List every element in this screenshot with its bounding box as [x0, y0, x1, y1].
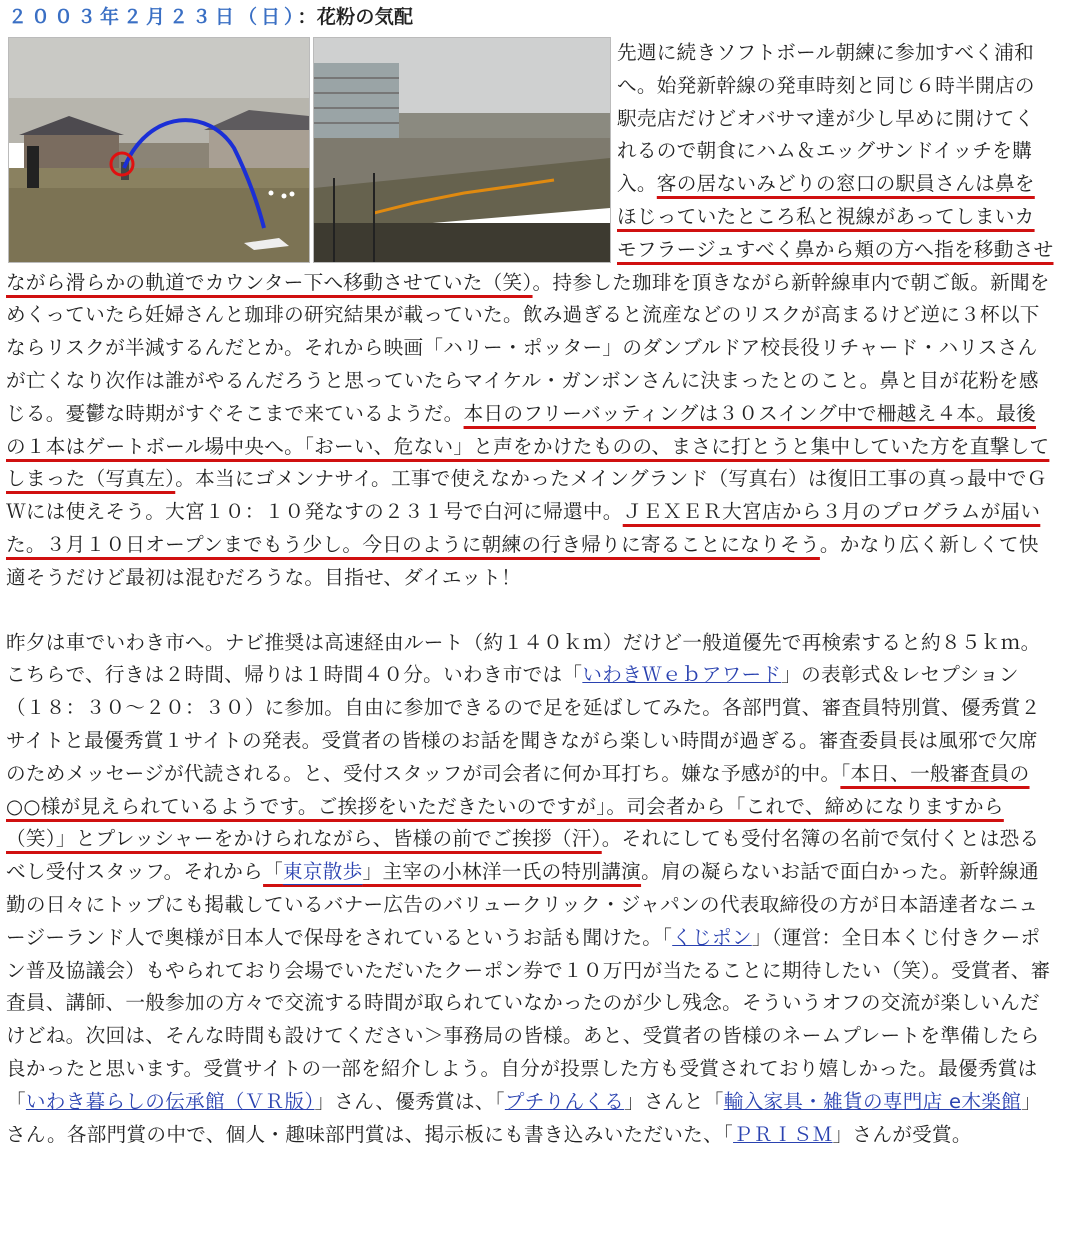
text-segment: 」（運営：全日本くじ付きクーポン普及協議会）もやられており会場でいただいたクーポン券で１０万円が当たることに期待したい（笑）。受賞者、審査員、講師、一般参加の方々で交流する時間が取られていなかったのが少し残念。そういうオフの交流が楽しいんだけどね。次回は、そんな時間も設けてください＞事務局の皆様。あと、受賞者の皆様のネームプレートを準備したら良かったと思います。受賞サイトの一部を紹介しよう。自分が投票した方も受賞されており嬉しかった。最優秀賞は「 — [6, 925, 1051, 1113]
text-segment: 。肩の凝らないお話で面白かった。新幹線通勤の日々にトップにも掲載しているバナー広告のバリュークリック・ジャパンの代表取締役の方が日本語達者なニュージーランド人で奥様が日本人で保母をされているというお話も聞けた。「 — [6, 860, 1039, 949]
text-segment: 」さんと「 — [624, 1089, 724, 1113]
link-prism[interactable]: ＰＲＩＳＭ — [733, 1122, 833, 1146]
highlighted-text: ＪＥＸＥＲ大宮店から３月のプログラムが届いた。３月１０日オープンまでもう少し。今日のように朝練の行き帰りに寄ることになりそう — [6, 500, 1041, 556]
link-puchi-rinkuru[interactable]: プチりんくる — [504, 1089, 625, 1113]
text-segment: 。持参した珈琲を頂きながら新幹線車内で朝ご飯。新聞をめくっていたら妊婦さんと珈琲の研究結果が載っていた。飲み過ぎると流産などのリスクが高まるけど逆に３杯以下ならリスクが半減するんだとか。それから映画「ハリー・ポッター」のダンブルドア校長役リチャード・ハリスさんが亡くなり次作は誰がやるんだろうと思っていたらマイケル・ガンボンさんに決まったとのこと。鼻と目が花粉を感じる。憂鬱な時期がすぐそこまで来ているようだ。 — [6, 270, 1050, 425]
quote-close-text: 」主宰の小林洋一氏の特別講演 — [362, 860, 642, 884]
link-iwaki-web-award[interactable]: いわきＷｅｂアワード — [582, 663, 782, 687]
text-segment: 昨夕は車でいわき市へ。ナビ推奨は高速経由ルート（約１４０ｋｍ）だけど一般道優先で再検索すると約８５ｋｍ。こちらで、行きは２時間、帰りは１時間４０分。いわき市では「 — [6, 630, 1041, 687]
text-segment: 先週に続きソフトボール朝練に参加すべく浦和へ。始発新幹線の発車時刻と同じ６時半開店の駅売店だけどオバサマ達が少し早めに開けてくれるので朝食にハム＆エッグサンドイッチを購入。 — [617, 41, 1035, 196]
title-separator: ： — [297, 6, 317, 28]
link-kujipon[interactable]: くじポン — [672, 925, 752, 949]
entry-title — [8, 3, 413, 31]
highlighted-text-lecture — [263, 860, 641, 883]
text-segment: 。本当にゴメンナサイ。工事で使えなかったメイングランド（写真右）は復旧工事の真っ最中でＧＷには使えそう。大宮１０：１０発なすの２３１号で白河に帰還中。 — [6, 467, 1047, 524]
entry-date: ２００３年２月２３日（日） — [8, 6, 298, 28]
text-segment: 」さん。各部門賞の中で、個人・趣味部門賞は、掲示板にも書き込みいただいた、「 — [6, 1089, 1041, 1146]
highlighted-text: 本日のフリーバッティングは３０スイング中で柵越え４本。最後の１本はゲートボール場中央へ。「おーい、危ない」と声をかけたものの、まさに打とうと集中していた方を直撃してしまった（写真左） — [6, 401, 1050, 491]
text-segment: 。それにしても受付名簿の名前で気付くとは恐るべし受付スタッフ。それから — [6, 827, 1040, 884]
diary-article — [6, 37, 1054, 1151]
link-iwaki-denshoukan[interactable]: いわき暮らしの伝承館（ＶＲ版） — [25, 1089, 315, 1113]
text-segment: 」さん、優秀賞は、「 — [314, 1089, 505, 1113]
highlighted-text: 客の居ないみどりの窓口の駅員さんは鼻をほじっていたところ私と視線があってしまいカモフラージュすべく鼻から頬の方へ指を移動させながら滑らかの軌道でカウンター下へ移動させていた（笑） — [6, 172, 1054, 294]
highlighted-text: 「本日、一般審査員の○○様が見えられているようです。ご挨拶をいただきたいのですが」。司会者から「これで、締めになりますから（笑）」とプレッシャーをかけられながら、皆様の前でご挨拶（汗） — [6, 761, 1030, 851]
link-tokyo-sanpo[interactable]: 東京散歩 — [282, 860, 363, 884]
text-segment: 。かなり広く新しくて快適そうだけど最初は混むだろうな。目指せ、ダイエット！ — [6, 532, 1039, 589]
entry-topic: 花粉の気配 — [316, 6, 414, 28]
link-ekirakukan[interactable]: 輸入家具・雑貨の専門店 e木楽館 — [723, 1089, 1022, 1113]
quote-open: 「 — [263, 860, 283, 884]
paragraph-web-award — [6, 627, 1054, 1152]
text-segment: 」さんが受賞。 — [832, 1122, 972, 1146]
text-segment: 」の表彰式＆レセプション（１８：３０～２０：３０）に参加。自由に参加できるので足を延ばしてみた。各部門賞、審査員特別賞、優秀賞２サイトと最優秀賞１サイトの発表。受賞者の皆様のお話を聞きながら楽しい時間が過ぎる。審査委員長は風邪で欠席のためメッセージが代読される。と、受付スタッフが司会者に何か耳打ち。嫌な予感が的中。 — [6, 663, 1041, 785]
